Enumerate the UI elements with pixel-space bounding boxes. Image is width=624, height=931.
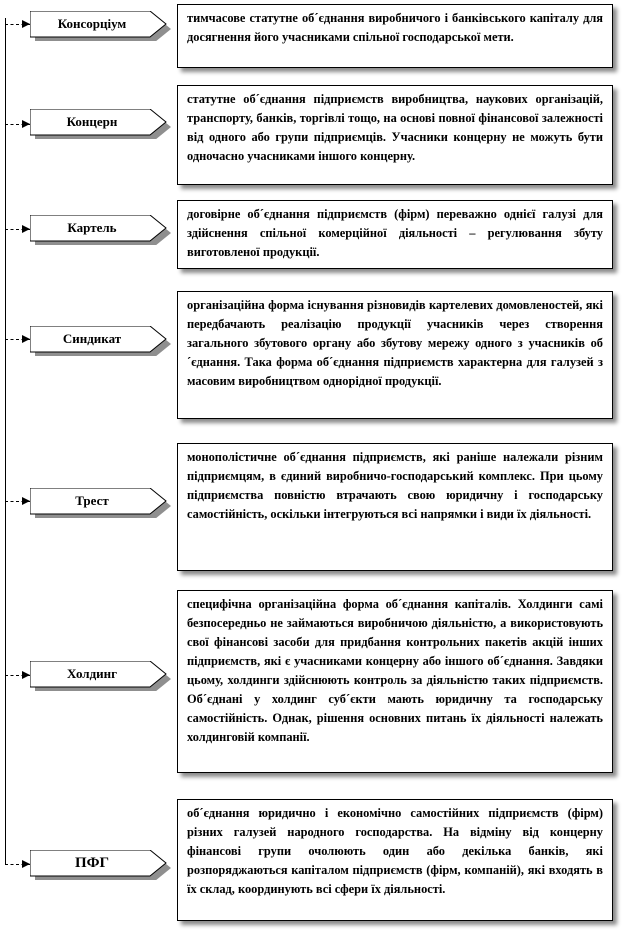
type-tag [30,850,170,876]
arrow-icon [22,860,30,868]
description-box: договірне об´єднання підприємств (фірм) переважно однієї галузі для здійснення спільної комерційної діяльності – регулювання збуту виготовленої продукції. [177,200,613,269]
tag-label: Холдинг [66,666,118,681]
arrow-icon [22,671,30,679]
type-tag [30,326,170,352]
arrow-icon [22,20,30,28]
type-tag [30,661,170,687]
tag-label: Трест [75,493,109,508]
description-box: специфічна організаційна форма об´єднання капіталів. Холдинги самі безпосередньо не займаються виробничою діяльністю, а використовують свої фінансові засоби для придбання контрольних пакетів акцій інших підприємств, які є учасниками концерну або іншого об´єднання. Завдяки цьому, холдинги здійснюють контроль за діяльністю таких підприємств. Об´єднані у холдинг суб´єкти мають юридичну та господарську самостійність. Однак, рішення основних питань їх діяльності належать холдинговій компанії. [177,590,613,773]
arrow-icon [22,497,30,505]
tag-label: Синдикат [62,331,122,346]
arrow-icon [22,335,30,343]
tag-label: Концерн [66,114,118,129]
type-tag [30,11,170,37]
description-box: об´єднання юридично і економічно самостійних підприємств (фірм) різних галузей народного господарства. На відміну від концерну фінансові групи очолюють один або декілька банків, які розпоряджаються капіталом підприємств (фірм, компаній), які входять в їх склад, координують всі сфери їх діяльності. [177,799,613,921]
tag-label: ПФГ [74,855,110,871]
description-box: організаційна форма існування різновидів картелевих домовленостей, які передбачають реалізацію продукції учасників через створення загального збутового органу або збутову мережу одного з учасників об´єднання. Така форма об´єднання підприємств характерна для галузей з масовим виробництвом однорідної продукції. [177,291,613,419]
connector-spine [5,18,6,864]
description-box: тимчасове статутне об´єднання виробничого і банківського капіталу для досягнення його учасниками спільної господарської мети. [177,4,613,68]
type-tag [30,488,170,514]
type-tag [30,109,170,135]
arrow-icon [22,120,30,128]
arrow-icon [22,225,30,233]
type-tag [30,215,170,241]
description-box: статутне об´єднання підприємств виробництва, наукових організацій, транспорту, банків, торгівлі тощо, на основі повної фінансової залежності від одного або групи підприємців. Учасники концерну не можуть бути одночасно учасниками іншого концерну. [177,85,613,185]
description-box: монополістичне об´єднання підприємств, які раніше належали різним підприємцям, в єдиний виробничо-господарський комплекс. При цьому підприємства повністю втрачають свою юридичну і господарську самостійність, оскільки інтегруються всі напрямки і види їх діяльності. [177,443,613,571]
tag-label: Картель [67,220,117,235]
tag-label: Консорціум [57,16,127,31]
